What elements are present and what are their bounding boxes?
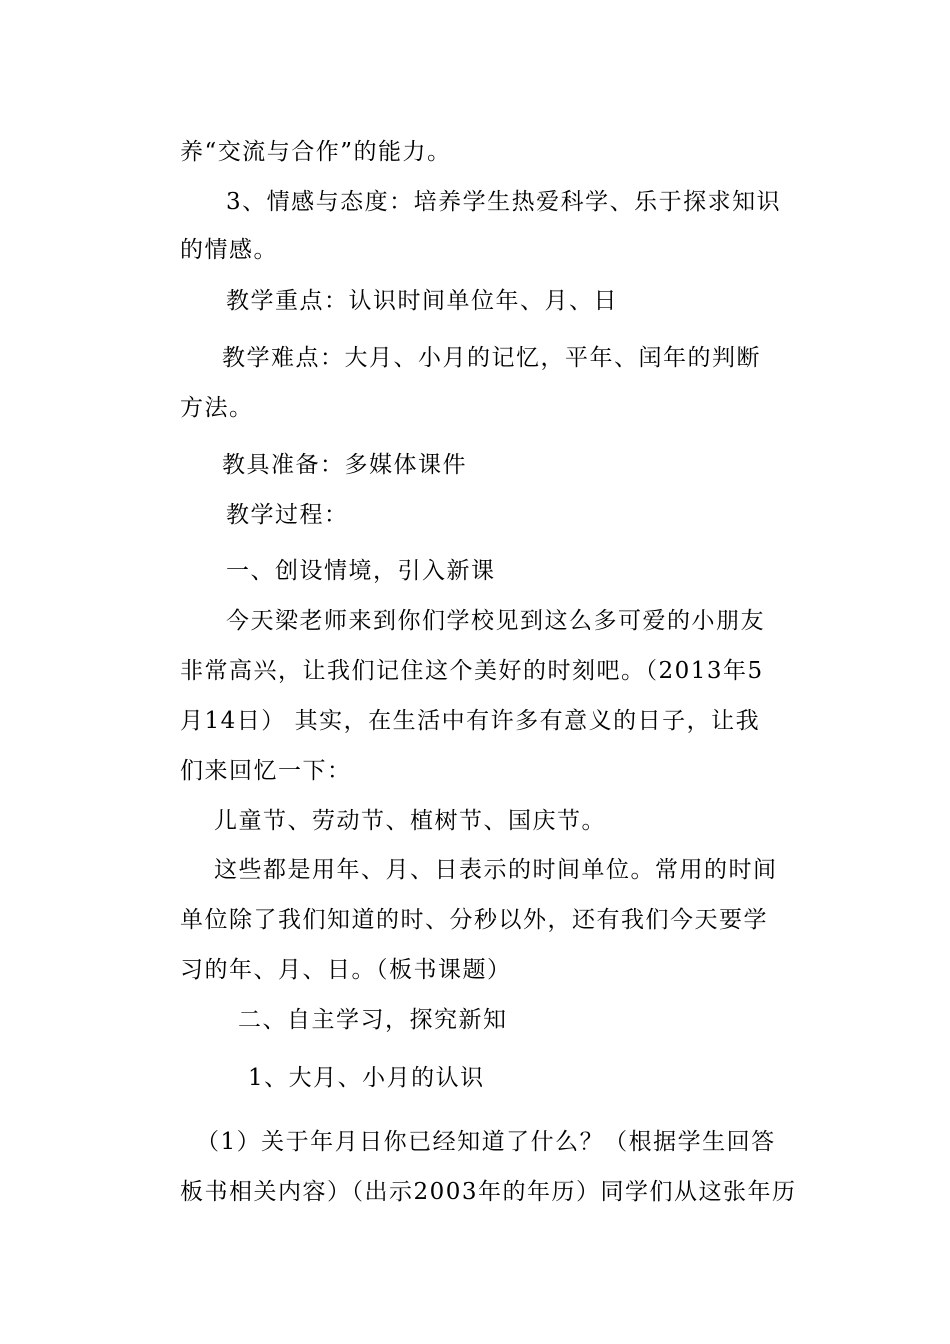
section-heading-1: 一、创设情境，引入新课 bbox=[226, 558, 496, 584]
text-line-5: 教学难点：大月、小月的记忆，平年、闰年的判断 bbox=[222, 345, 761, 371]
text-line-3: 的情感。 bbox=[180, 237, 278, 263]
text-line-11: 非常高兴，让我们记住这个美好的时刻吧。（2013年5 bbox=[180, 658, 764, 684]
text-line-21: 板书相关内容）（出示2003年的年历）同学们从这张年历 bbox=[180, 1179, 797, 1205]
text-line-8: 教学过程： bbox=[226, 502, 349, 528]
text-line-20: （1）关于年月日你已经知道了什么？（根据学生回答 bbox=[196, 1129, 776, 1155]
text-line-2: 3、情感与态度：培养学生热爱科学、乐于探求知识 bbox=[226, 189, 782, 215]
text-line-1: 养“交流与合作”的能力。 bbox=[180, 139, 452, 165]
text-line-12: 月14日） 其实，在生活中有许多有意义的日子，让我 bbox=[180, 708, 761, 734]
text-line-6: 方法。 bbox=[180, 395, 254, 421]
section-heading-2: 二、自主学习，探究新知 bbox=[238, 1007, 508, 1033]
text-line-7: 教具准备：多媒体课件 bbox=[222, 452, 467, 478]
text-line-4: 教学重点：认识时间单位年、月、日 bbox=[226, 288, 618, 314]
text-line-17: 习的年、月、日。（板书课题） bbox=[180, 957, 512, 983]
text-line-16: 单位除了我们知道的时、分秒以外，还有我们今天要学 bbox=[180, 907, 768, 933]
text-line-13: 们来回忆一下： bbox=[180, 758, 352, 784]
subsection-heading-1: 1、大月、小月的认识 bbox=[248, 1065, 485, 1091]
text-line-15: 这些都是用年、月、日表示的时间单位。常用的时间 bbox=[214, 857, 778, 883]
text-line-10: 今天梁老师来到你们学校见到这么多可爱的小朋友 bbox=[226, 608, 765, 634]
text-line-14: 儿童节、劳动节、植树节、国庆节。 bbox=[214, 808, 606, 834]
